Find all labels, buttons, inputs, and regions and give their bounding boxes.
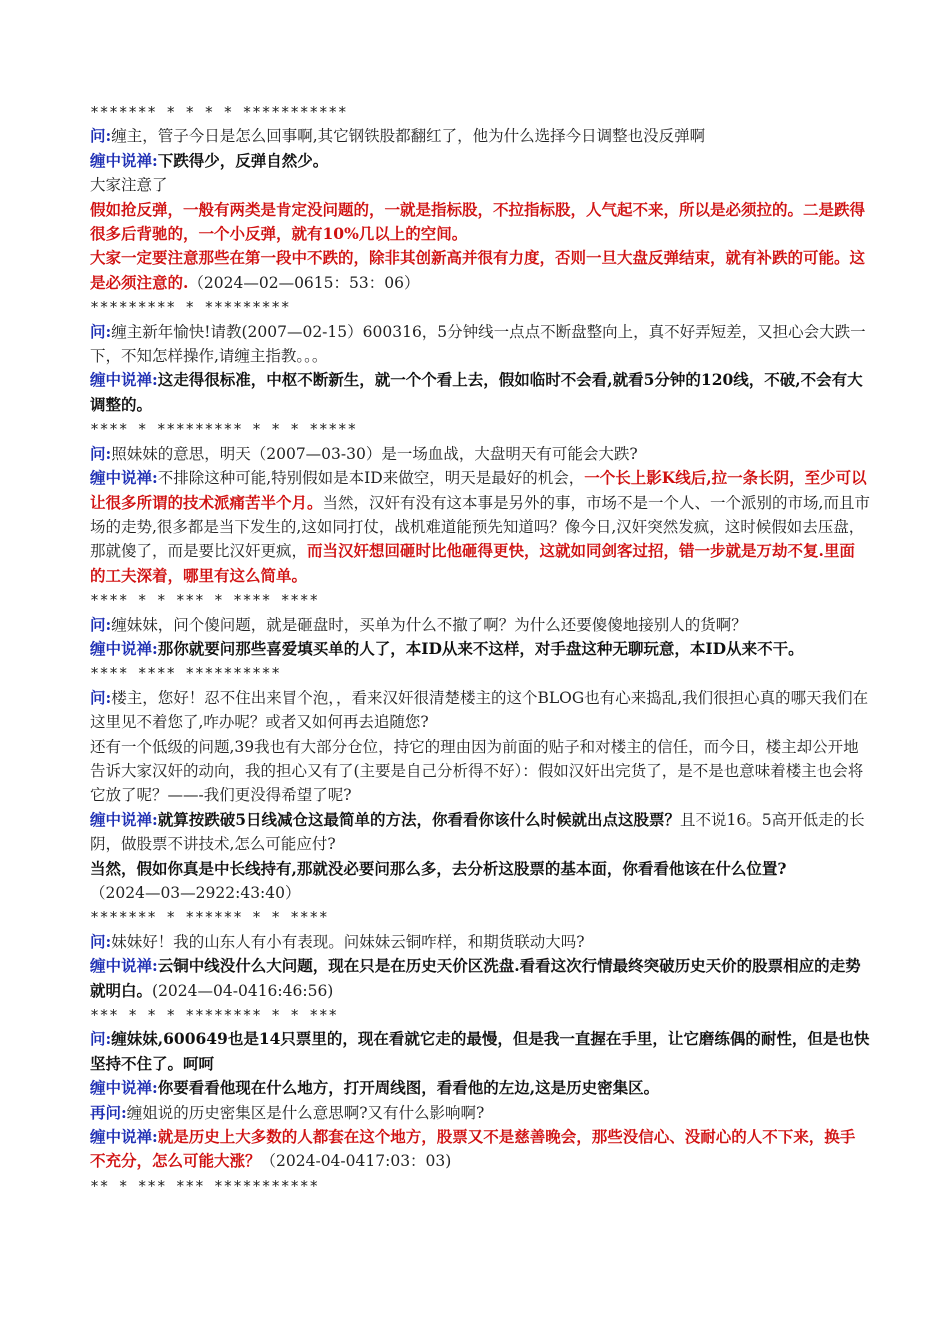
timestamp: （2024—03—2922:43:40） [90, 884, 301, 902]
paragraph: 当然，假如你真是中长线持有,那就没必要问那么多，去分析这股票的基本面，你看看他该在什么位置? [90, 858, 787, 878]
answer-label: 缠中说禅: [90, 1127, 158, 1147]
timestamp: （2024-04-0417:03：03) [260, 1152, 452, 1171]
separator: **** * ********* * * * ***** [90, 420, 357, 439]
question: 问:缠主，管子今日是怎么回事啊,其它钢铁股都翻红了，他为什么选择今日调整也没反弹啊 [90, 126, 706, 146]
separator: ** * *** *** *********** [90, 1176, 319, 1195]
answer-label: 缠中说禅: [90, 809, 158, 829]
separator: **** **** ********** [90, 664, 281, 683]
question: 问:妹妹好！我的山东人有小有表现。问妹妹云铜咋样，和期货联动大吗? [90, 931, 585, 951]
question-label: 问: [90, 931, 112, 951]
separator: ******* * ****** * * **** [90, 908, 329, 927]
separator: **** * * *** * **** **** [90, 591, 319, 610]
answer-label: 缠中说禅: [90, 150, 158, 170]
document-page [90, 100, 870, 1198]
highlight-paragraph: 大家一定要注意那些在第一段中不跌的，除非其创新高并很有力度，否则一旦大盘反弹结束，就有补跌的可能。这是必须注意的.（2024—02—0615：53：06） [90, 248, 866, 292]
answer: 缠中说禅:就算按跌破5日线减仓这最简单的方法，你看看你该什么时候就出点这股票？且不说16。5高开低走的长阴，做股票不讲技术,怎么可能应付? [90, 809, 865, 854]
answer: 缠中说禅:那你就要问那些喜爱填买单的人了，本ID从来不这样，对手盘这种无聊玩意，本ID从来不干。 [90, 638, 804, 658]
answer: 缠中说禅:这走得很标准，中枢不断新生，就一个个看上去，假如临时不会看,就看5分钟的120线，不破,不会有大调整的。 [90, 370, 863, 414]
separator: ******* * * * * *********** [90, 103, 348, 121]
timestamp: （2024—02—0615：53：06） [188, 273, 420, 292]
answer: 缠中说禅:下跌得少，反弹自然少。 [90, 150, 329, 170]
answer: 缠中说禅:你要看看他现在什么地方，打开周线图，看看他的左边,这是历史密集区。 [90, 1078, 660, 1098]
question-label: 问: [90, 126, 112, 146]
question-label: 问: [90, 1029, 112, 1049]
paragraph: 还有一个低级的问题,39我也有大部分仓位，持它的理由因为前面的贴子和对楼主的信任，而今日，楼主却公开地告诉大家汉奸的动向，我的担心又有了(主要是自己分析得不好）：假如汉奸出完货了，是不是也意味着楼主也会将它放了呢？——-我们更没得希望了呢? [90, 737, 864, 805]
answer: 缠中说禅:就是历史上大多数的人都套在这个地方，股票又不是慈善晚会，那些没信心、没耐心的人不下来，换手不充分，怎么可能大涨？（2024-04-0417:03：03) [90, 1127, 856, 1171]
answer: 缠中说禅:不排除这种可能,特别假如是本ID来做空，明天是最好的机会，一个长上影K线后,拉一条长阴，至少可以让很多所谓的技术派痛苦半个月。当然，汉奸有没有这本事是另外的事，市场不是一个人、一个派别的市场,而且市场的走势,很多都是当下发生的,这如同打仗，战机难道能预先知道吗？像今日,汉奸突然发疯，这时候假如去压盘，那就傻了，而是要比汉奸更疯，而当汉奸想回砸时比他砸得更快，这就如同剑客过招，错一步就是万劫不复.里面的工夫深着，哪里有这么简单。 [90, 468, 870, 585]
follow-up-question: 再问:缠姐说的历史密集区是什么意思啊?又有什么影响啊? [90, 1102, 485, 1122]
follow-up-label: 再问: [90, 1102, 127, 1122]
question-label: 问: [90, 321, 112, 341]
question: 问:照妹妹的意思，明天（2007—03-30）是一场血战，大盘明天有可能会大跌? [90, 443, 638, 463]
answer-label: 缠中说禅: [90, 468, 158, 488]
paragraph: 大家注意了 [90, 176, 168, 195]
highlight-paragraph: 假如抢反弹，一般有两类是肯定没问题的，一就是指标股，不拉指标股，人气起不来，所以是必须拉的。二是跌得很多后背驰的，一个小反弹，就有10%几以上的空间。 [90, 199, 866, 244]
question: 问:缠妹妹，问个傻问题，就是砸盘时，买单为什么不撤了啊？为什么还要傻傻地接别人的货啊？ [90, 614, 747, 634]
question-label: 问: [90, 614, 112, 634]
separator: ********* * ********* [90, 298, 291, 317]
question: 问:缠妹妹,600649也是14只票里的，现在看就它走的最慢，但是我一直握在手里，让它磨练偶的耐性，但是也快坚持不住了。呵呵 [90, 1029, 870, 1073]
timestamp: (2024—04-0416:46:56) [152, 981, 334, 1000]
answer-label: 缠中说禅: [90, 370, 158, 390]
answer: 缠中说禅:云铜中线没什么大问题，现在只是在历史天价区洗盘.看看这次行情最终突破历史天价的股票相应的走势就明白。(2024—04-0416:46:56) [90, 956, 861, 1000]
question: 问:缠主新年愉快!请教(2007—02-15）600316，5分钟线一点点不断盘整向上，真不好弄短差，又担心会大跌一下，不知怎样操作,请缠主指教。。。 [90, 321, 866, 366]
answer-label: 缠中说禅: [90, 638, 158, 658]
separator: *** * * * ******** * * *** [90, 1006, 338, 1025]
answer-label: 缠中说禅: [90, 1078, 158, 1098]
question-label: 问: [90, 443, 112, 463]
question-label: 问: [90, 687, 112, 707]
question: 问:楼主，您好！忍不住出来冒个泡，，看来汉奸很清楚楼主的这个BLOG也有心来捣乱,我们很担心真的哪天我们在这里见不着您了,咋办呢？或者又如何再去追随您? [90, 687, 869, 732]
answer-label: 缠中说禅: [90, 956, 158, 976]
